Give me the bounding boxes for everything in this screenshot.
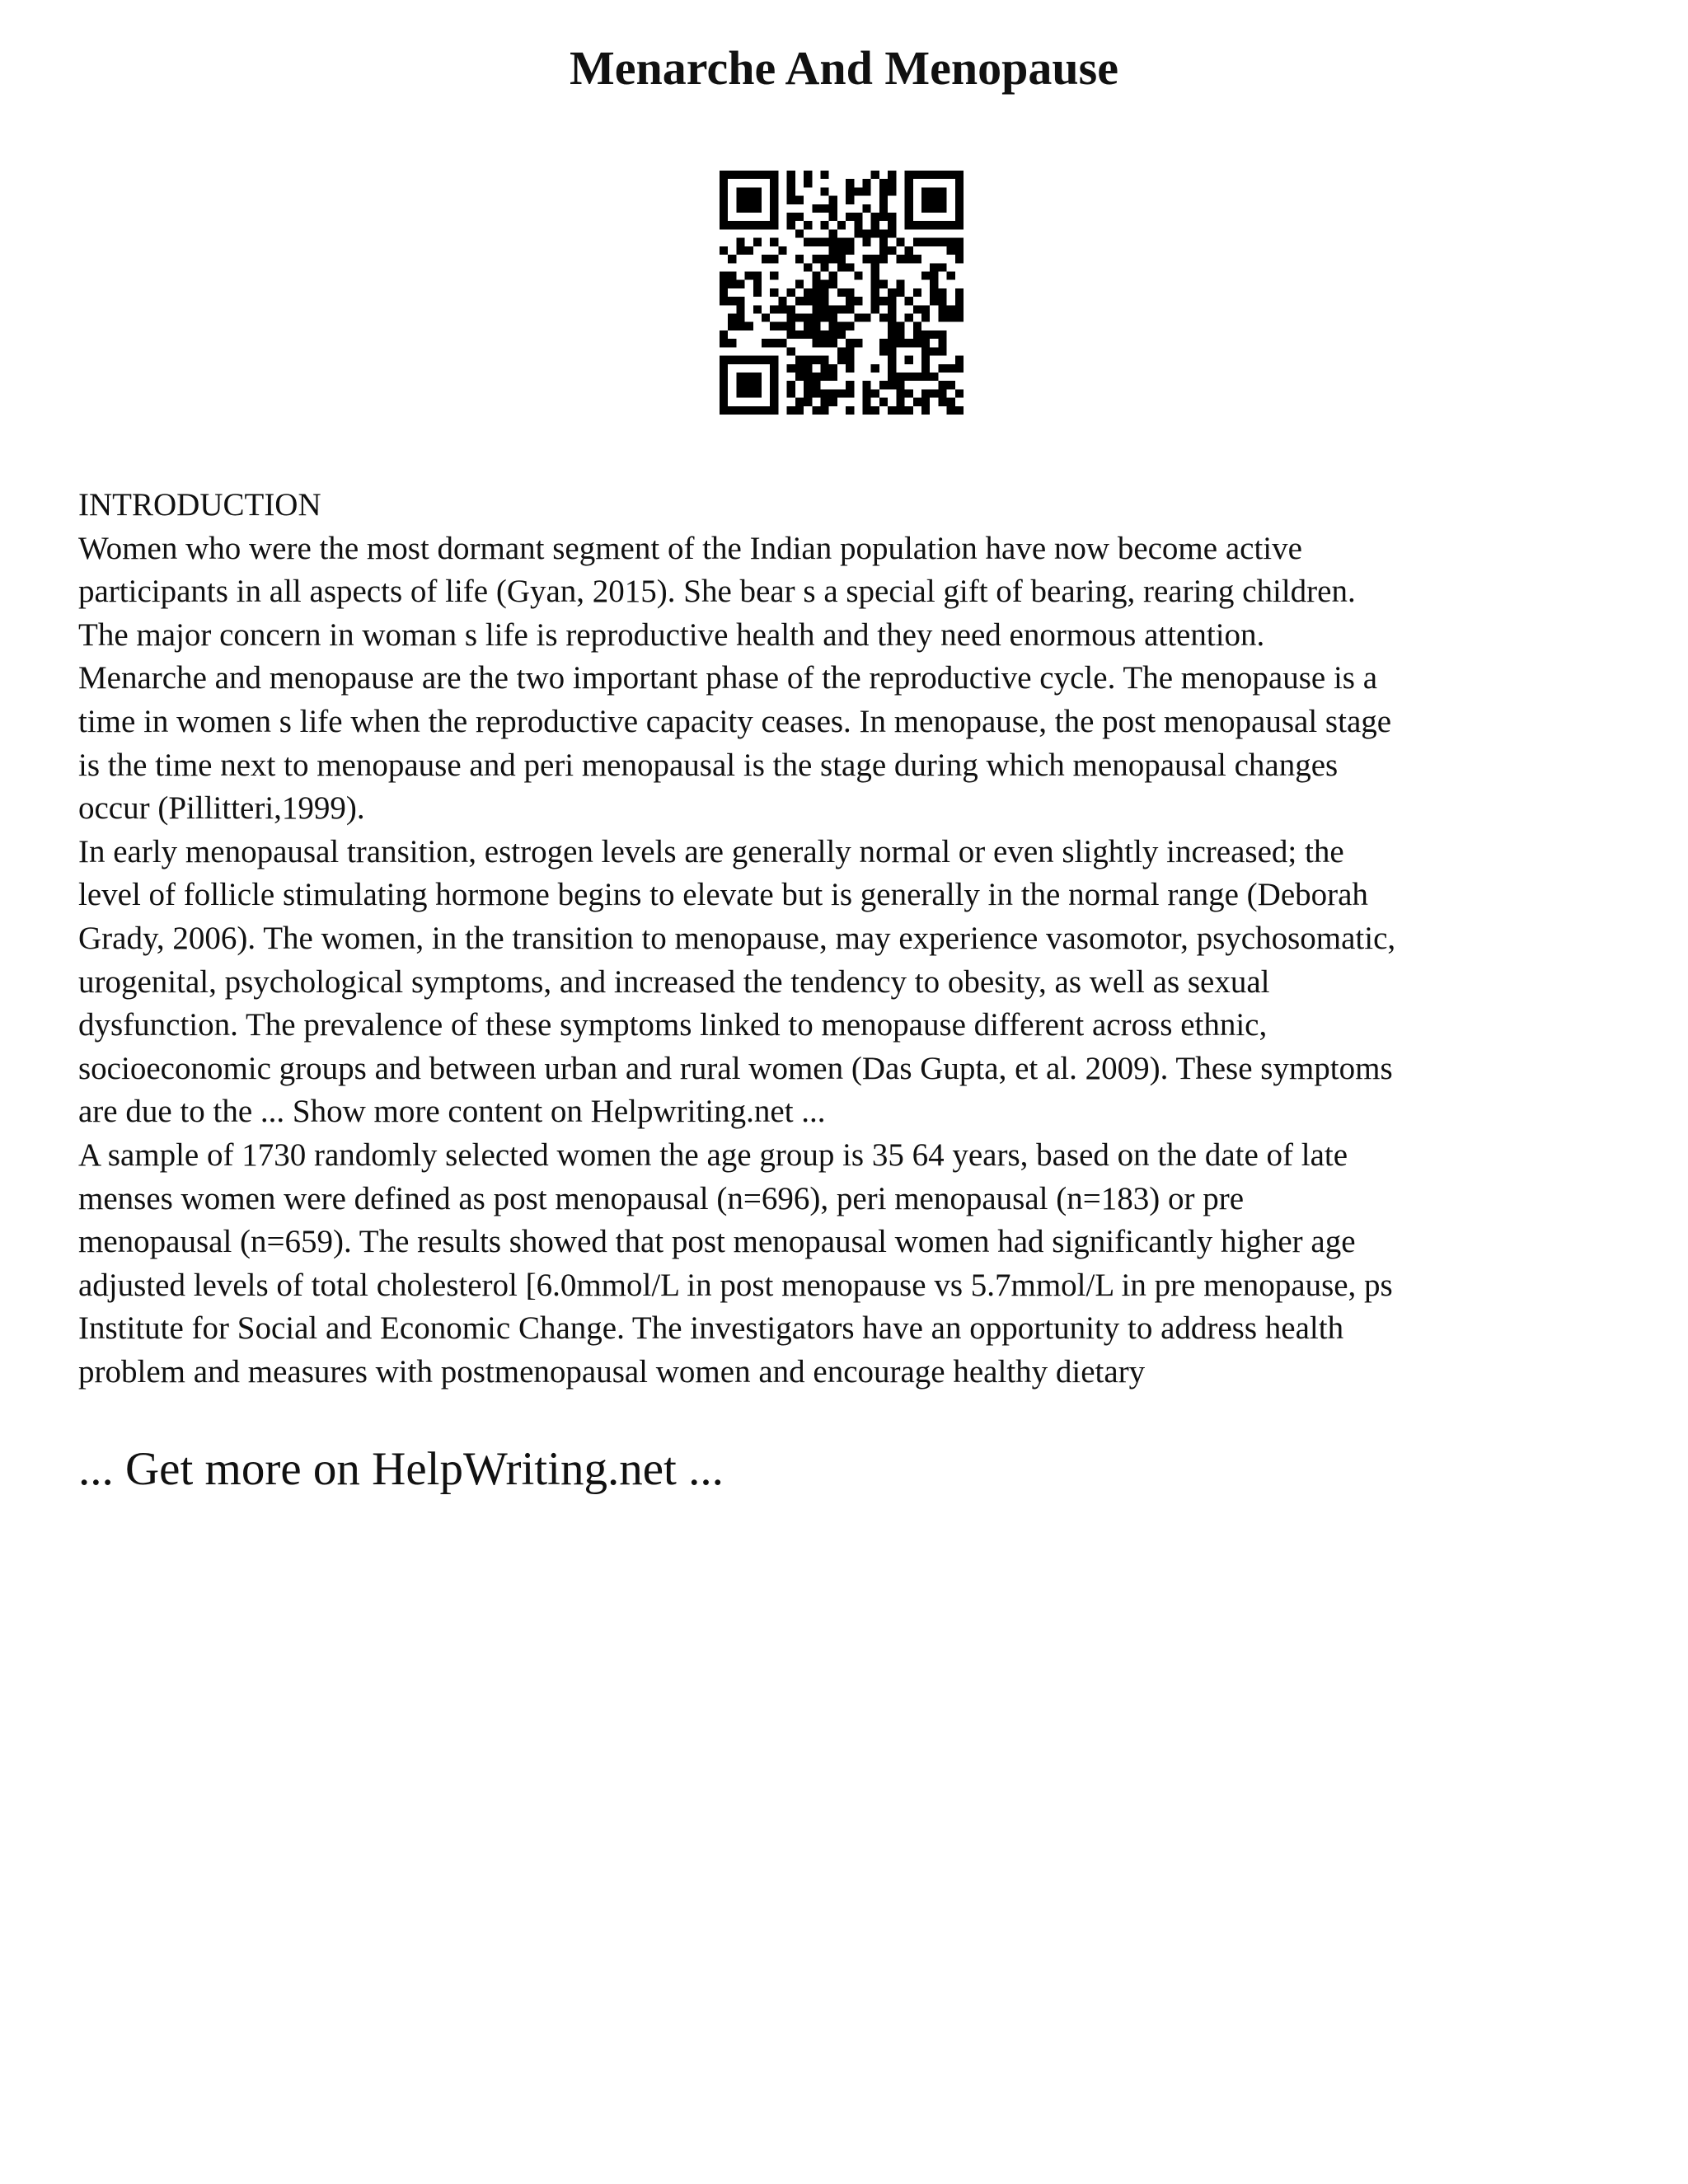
get-more-link[interactable]: ... Get more on HelpWriting.net ... <box>78 1443 724 1495</box>
text-line: menses women were defined as post menopausal (n=696), peri menopausal (n=183) or pre <box>78 1180 1244 1216</box>
text-line: participants in all aspects of life (Gyan, 2015). She bear s a special gift of bearing, rearing children. <box>78 574 1356 610</box>
text-line: level of follicle stimulating hormone begins to elevate but is generally in the normal range (Deborah <box>78 877 1368 913</box>
text-line: is the time next to menopause and peri menopausal is the stage during which menopausal changes <box>78 747 1339 783</box>
text-line: time in women s life when the reproductive capacity ceases. In menopause, the post menopausal stage <box>78 703 1392 739</box>
qr-code-icon <box>720 171 964 415</box>
page-title: Menarche And Menopause <box>570 41 1118 95</box>
text-line: In early menopausal transition, estrogen levels are generally normal or even slightly increased; the <box>78 833 1344 869</box>
text-line: Grady, 2006). The women, in the transition to menopause, may experience vasomotor, psychosomatic, <box>78 920 1396 956</box>
text-line: occur (Pillitteri,1999). <box>78 790 365 827</box>
section-heading: INTRODUCTION <box>78 487 321 523</box>
text-line: Institute for Social and Economic Change. The investigators have an opportunity to address health <box>78 1310 1344 1347</box>
document-body <box>78 484 1628 1394</box>
text-line: urogenital, psychological symptoms, and increased the tendency to obesity, as well as sexual <box>78 963 1270 1000</box>
text-line: socioeconomic groups and between urban and rural women (Das Gupta, et al. 2009). These symptoms <box>78 1050 1393 1086</box>
text-line: menopausal (n=659). The results showed that post menopausal women had significantly higher age <box>78 1224 1356 1260</box>
text-line: adjusted levels of total cholesterol [6.0mmol/L in post menopause vs 5.7mmol/L in pre menopause, ps <box>78 1267 1393 1303</box>
text-line: are due to the ... Show more content on Helpwriting.net ... <box>78 1094 826 1130</box>
text-line: Menarche and menopause are the two important phase of the reproductive cycle. The menopause is a <box>78 660 1378 696</box>
text-line: problem and measures with postmenopausal women and encourage healthy dietary <box>78 1353 1146 1390</box>
text-line: The major concern in woman s life is reproductive health and they need enormous attention. <box>78 616 1265 653</box>
text-line: A sample of 1730 randomly selected women the age group is 35 64 years, based on the date of late <box>78 1137 1348 1173</box>
text-line: Women who were the most dormant segment of the Indian population have now become active <box>78 530 1302 566</box>
text-line: dysfunction. The prevalence of these symptoms linked to menopause different across ethnic, <box>78 1007 1268 1043</box>
